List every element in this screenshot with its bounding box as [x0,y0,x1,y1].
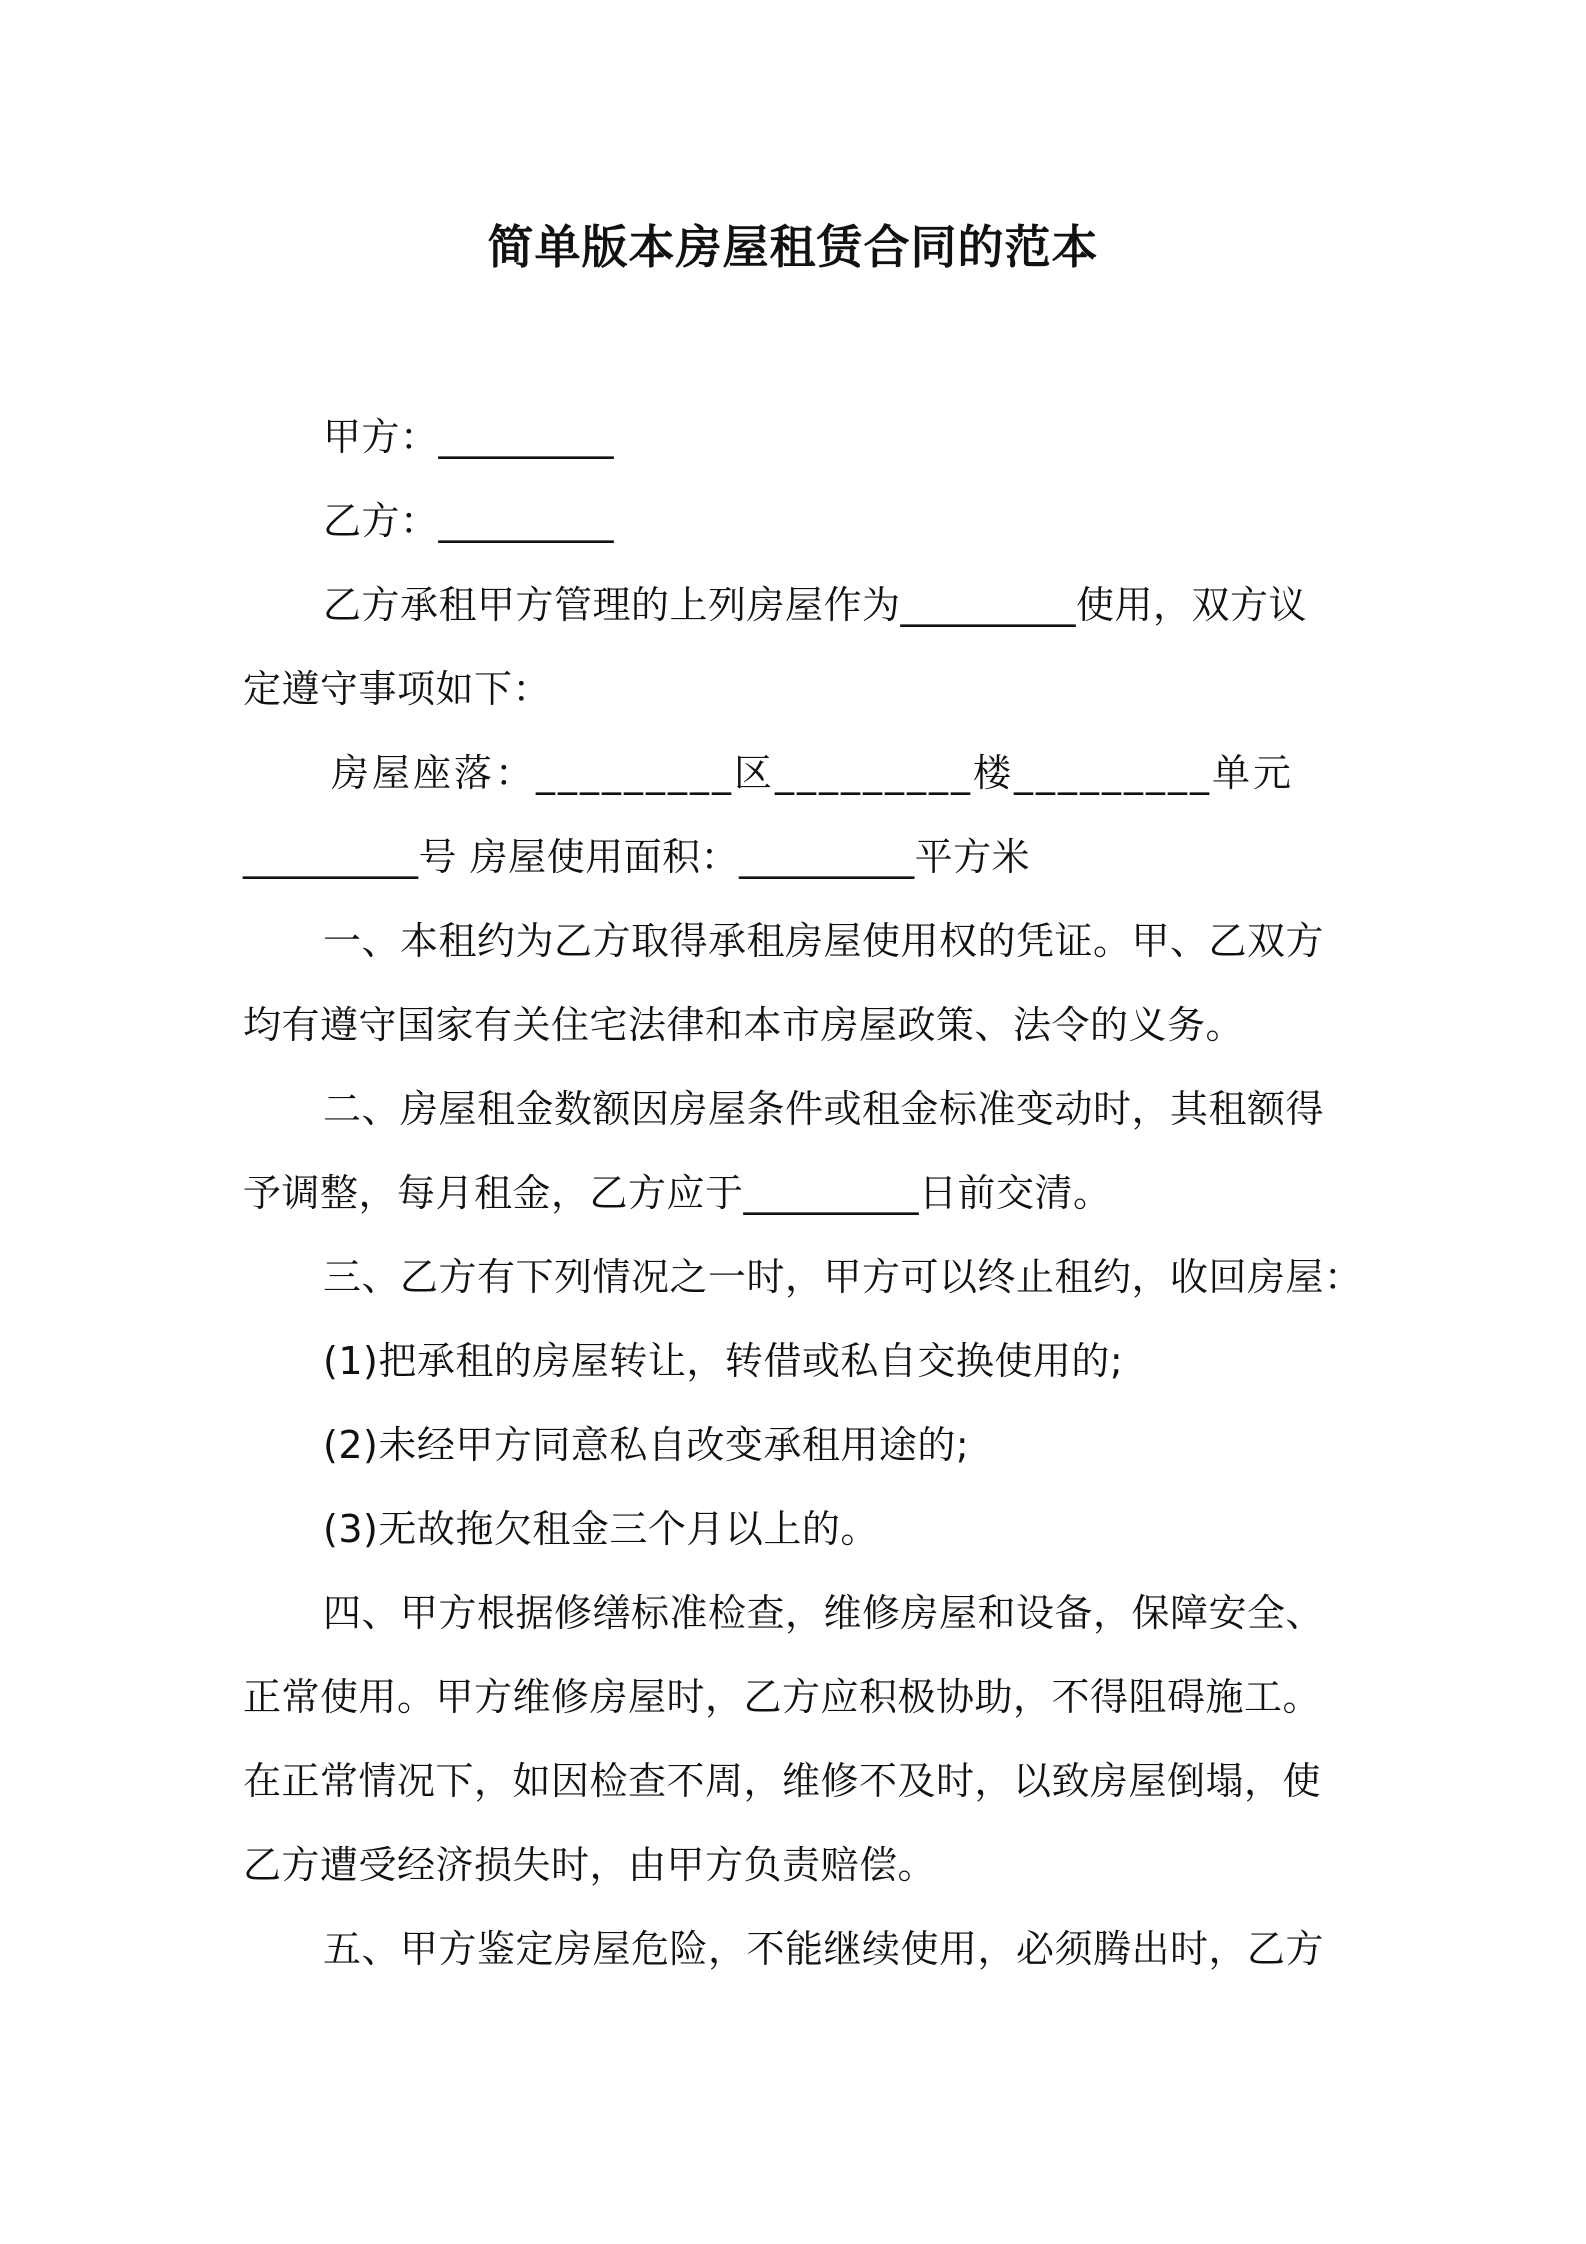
clause-1-line: 一、本租约为乙方取得承租房屋使用权的凭证。甲、乙双方 [323,919,1325,963]
party-b-line: 乙方：_________ [323,499,615,543]
address-line: _________号 房屋使用面积：_________平方米 [243,835,1031,879]
clause-2-line: 予调整，每月租金，乙方应于_________日前交清。 [243,1171,1112,1215]
clause-3-item: (3)无故拖欠租金三个月以上的。 [323,1507,879,1551]
clause-3-line: 三、乙方有下列情况之一时，甲方可以终止租约，收回房屋： [323,1255,1363,1299]
party-a-line: 甲方：_________ [323,415,615,459]
clause-4-line: 在正常情况下，如因检查不周，维修不及时，以致房屋倒塌，使 [243,1759,1322,1803]
paragraph-line: 乙方承租甲方管理的上列房屋作为_________使用，双方议 [323,583,1308,627]
clause-3-item: (1)把承租的房屋转让，转借或私自交换使用的; [323,1339,1124,1383]
clause-3-item: (2)未经甲方同意私自改变承租用途的; [323,1423,970,1467]
clause-5-line: 五、甲方鉴定房屋危险，不能继续使用，必须腾出时，乙方 [323,1927,1325,1971]
clause-1-line: 均有遵守国家有关住宅法律和本市房屋政策、法令的义务。 [243,1003,1245,1047]
address-line: 房屋座落：_________区_________楼_________单元 [331,751,1295,795]
clause-4-line: 乙方遭受经济损失时，由甲方负责赔偿。 [243,1843,937,1887]
clause-4-line: 四、甲方根据修缮标准检查，维修房屋和设备，保障安全、 [323,1591,1325,1635]
clause-4-line: 正常使用。甲方维修房屋时，乙方应积极协助，不得阻碍施工。 [243,1675,1322,1719]
clause-2-line: 二、房屋租金数额因房屋条件或租金标准变动时，其租额得 [323,1087,1325,1131]
paragraph-line: 定遵守事项如下： [243,667,552,711]
document-title: 简单版本房屋租赁合同的范本 [487,220,1099,274]
